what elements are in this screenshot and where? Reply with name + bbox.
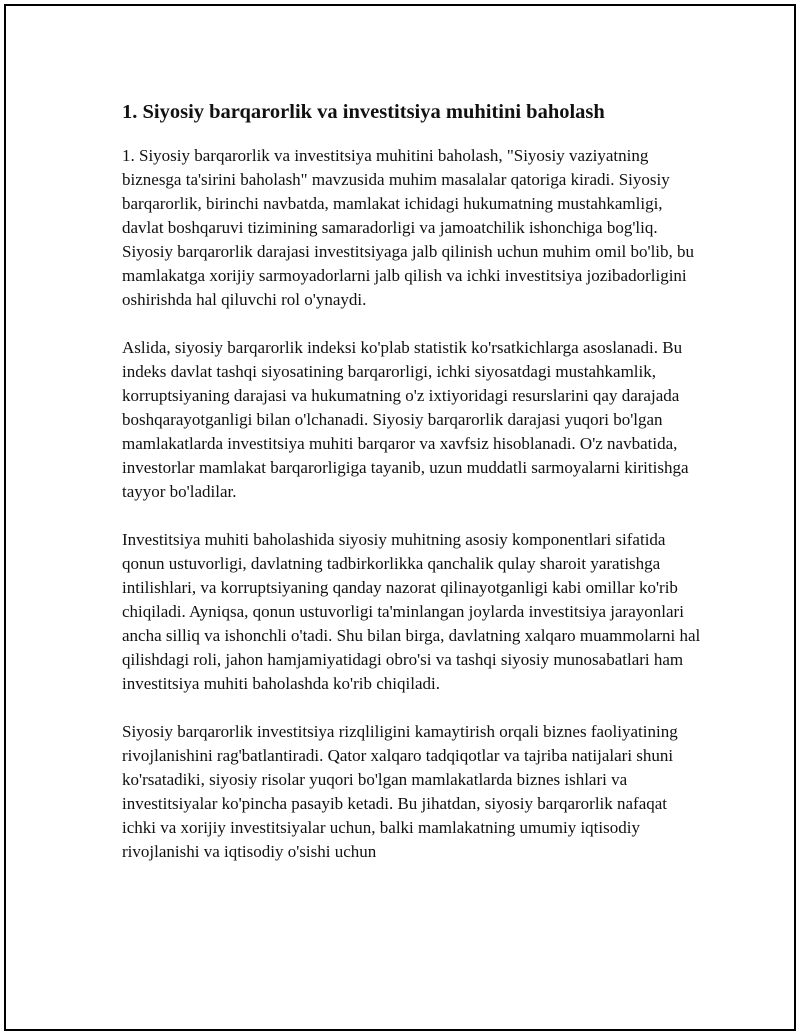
paragraph-4: Siyosiy barqarorlik investitsiya rizqliligini kamaytirish orqali biznes faoliyatining rivojlanishini rag'batlantiradi. Qator xalqaro tadqiqotlar va tajriba natijalari shuni ko'rsatadiki, siyosiy risolar yuqori bo'lgan mamlakatlarda biznes ishlari va investitsiyalar ko'pincha pasayib ketadi. Bu jihatdan, siyosiy barqarorlik nafaqat ichki va xorijiy investitsiyalar uchun, balki mamlakatning umumiy iqtisodiy rivojlanishi va iqtisodiy o'sishi uchun	[122, 722, 678, 861]
document-page	[4, 4, 796, 1031]
section-title: 1. Siyosiy barqarorlik va investitsiya muhitini baholash	[122, 101, 605, 123]
paragraph-2: Aslida, siyosiy barqarorlik indeksi ko'plab statistik ko'rsatkichlarga asoslanadi. Bu indeks davlat tashqi siyosatining barqarorligi, ichki siyosatdagi mustahkamlik, korruptsiyaning darajasi va hukumatning o'z ixtiyoridagi resurslarini qay darajada boshqarayotganligi bilan o'lchanadi. Siyosiy barqarorlik darajasi yuqori bo'lgan mamlakatlarda investitsiya muhiti barqaror va xavfsiz hisoblanadi. O'z navbatida, investorlar mamlakat barqarorligiga tayanib, uzun muddatli sarmoyalarni kiritishga tayyor bo'ladilar.	[122, 338, 689, 501]
document-content	[122, 98, 702, 888]
paragraph-3: Investitsiya muhiti baholashida siyosiy muhitning asosiy komponentlari sifatida qonun ustuvorligi, davlatning tadbirkorlikka qanchalik qulay sharoit yaratishga intilishlari, va korruptsiyaning qanday nazorat qilinayotganligi kabi omillar ko'rib chiqiladi. Ayniqsa, qonun ustuvorligi ta'minlangan joylarda investitsiya jarayonlari ancha silliq va ishonchli o'tadi. Shu bilan birga, davlatning xalqaro muammolarni hal qilishdagi roli, jahon hamjamiyatidagi obro'si va tashqi siyosiy munosabatlari ham investitsiya muhiti baholashda ko'rib chiqiladi.	[122, 530, 701, 693]
paragraph-1: 1. Siyosiy barqarorlik va investitsiya muhitini baholash, "Siyosiy vaziyatning biznesga ta'sirini baholash" mavzusida muhim masalalar qatoriga kiradi. Siyosiy barqarorlik, birinchi navbatda, mamlakat ichidagi hukumatning mustahkamligi, davlat boshqaruvi tizimining samaradorligi va jamoatchilik ishonchiga bog'liq. Siyosiy barqarorlik darajasi investitsiyaga jalb qilinish uchun muhim omil bo'lib, bu mamlakatga xorijiy sarmoyadorlarni jalb qilish va ichki investitsiya jozibadorligini oshirishda hal qiluvchi rol o'ynaydi.	[122, 146, 695, 309]
